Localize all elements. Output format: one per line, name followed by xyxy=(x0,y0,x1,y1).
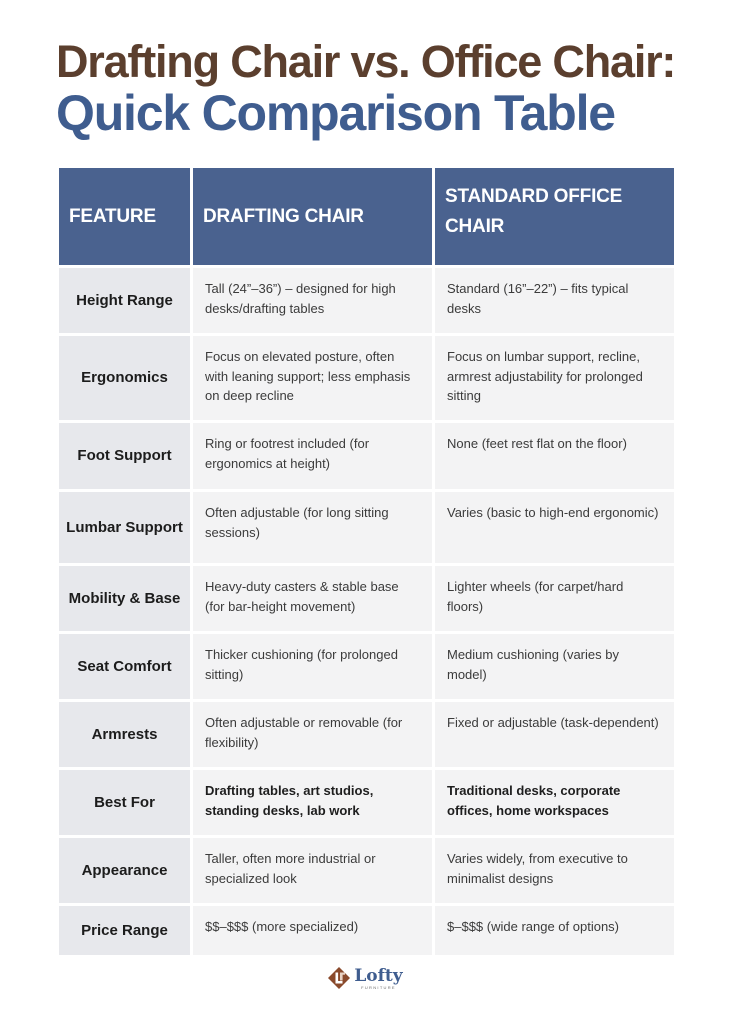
feature-cell: Lumbar Support xyxy=(58,491,192,565)
table-row xyxy=(58,267,676,335)
feature-cell: Foot Support xyxy=(58,422,192,491)
office-cell: Lighter wheels (for carpet/hard floors) xyxy=(434,565,676,633)
drafting-cell: Taller, often more industrial or specialized look xyxy=(192,837,434,905)
drafting-cell: Tall (24”–36”) – designed for high desks/drafting tables xyxy=(192,267,434,335)
table-row xyxy=(58,701,676,769)
drafting-cell: Focus on elevated posture, often with leaning support; less emphasis on deep recline xyxy=(192,335,434,422)
table-row xyxy=(58,905,676,957)
table-row xyxy=(58,491,676,565)
drafting-cell: Drafting tables, art studios, standing desks, lab work xyxy=(192,769,434,837)
office-cell: None (feet rest flat on the floor) xyxy=(434,422,676,491)
feature-cell: Ergonomics xyxy=(58,335,192,422)
page-title-line2: Quick Comparison Table xyxy=(56,85,615,141)
drafting-cell: Heavy-duty casters & stable base (for bar-height movement) xyxy=(192,565,434,633)
office-cell: Varies widely, from executive to minimalist designs xyxy=(434,837,676,905)
table-row xyxy=(58,769,676,837)
logo-name: Lofty xyxy=(354,965,403,986)
page-title-line1: Drafting Chair vs. Office Chair: xyxy=(56,36,676,87)
feature-cell: Price Range xyxy=(58,905,192,957)
feature-cell: Height Range xyxy=(58,267,192,335)
header-office-chair: STANDARD OFFICE CHAIR xyxy=(434,167,676,267)
lofty-logo-icon xyxy=(327,966,351,990)
office-cell: Traditional desks, corporate offices, home workspaces xyxy=(434,769,676,837)
table-row xyxy=(58,335,676,422)
feature-cell: Best For xyxy=(58,769,192,837)
office-cell: $–$$$ (wide range of options) xyxy=(434,905,676,957)
table-row xyxy=(58,633,676,701)
logo-subtitle: FURNITURE xyxy=(361,984,396,990)
table-row xyxy=(58,565,676,633)
table-row xyxy=(58,837,676,905)
table-header-row xyxy=(58,167,676,267)
drafting-cell: Often adjustable or removable (for flexibility) xyxy=(192,701,434,769)
drafting-cell: Often adjustable (for long sitting sessions) xyxy=(192,491,434,565)
table-row xyxy=(58,422,676,491)
drafting-cell: Ring or footrest included (for ergonomics at height) xyxy=(192,422,434,491)
office-cell: Focus on lumbar support, recline, armrest adjustability for prolonged sitting xyxy=(434,335,676,422)
drafting-cell: $$–$$$ (more specialized) xyxy=(192,905,434,957)
office-cell: Medium cushioning (varies by model) xyxy=(434,633,676,701)
feature-cell: Armrests xyxy=(58,701,192,769)
drafting-cell: Thicker cushioning (for prolonged sitting) xyxy=(192,633,434,701)
comparison-table xyxy=(56,165,677,958)
feature-cell: Mobility & Base xyxy=(58,565,192,633)
office-cell: Standard (16”–22”) – fits typical desks xyxy=(434,267,676,335)
office-cell: Varies (basic to high-end ergonomic) xyxy=(434,491,676,565)
office-cell: Fixed or adjustable (task-dependent) xyxy=(434,701,676,769)
feature-cell: Appearance xyxy=(58,837,192,905)
header-drafting-chair: DRAFTING CHAIR xyxy=(192,167,434,267)
brand-logo[interactable] xyxy=(0,966,730,990)
feature-cell: Seat Comfort xyxy=(58,633,192,701)
header-feature: FEATURE xyxy=(58,167,192,267)
